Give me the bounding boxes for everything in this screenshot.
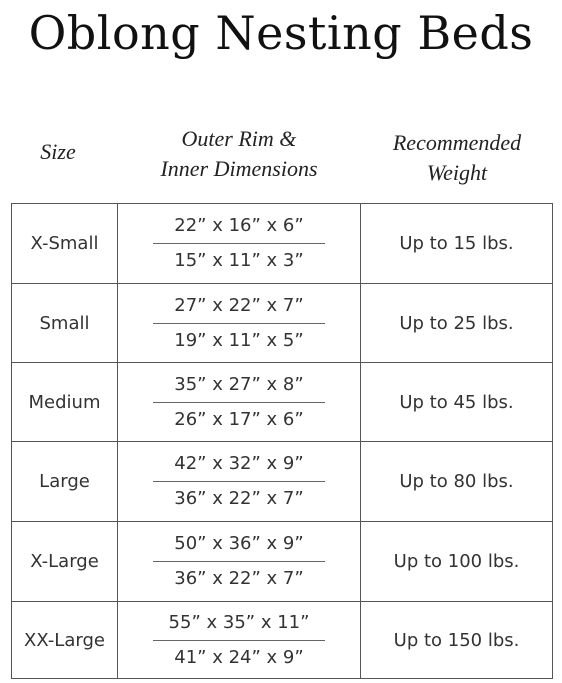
dimensions-cell bbox=[117, 363, 361, 441]
dimensions-cell bbox=[117, 204, 361, 283]
outer-rim-dimensions: 35” x 27” x 8” bbox=[174, 373, 304, 395]
weight-cell: Up to 25 lbs. bbox=[399, 312, 514, 334]
inner-dimensions: 36” x 22” x 7” bbox=[174, 568, 304, 589]
column-header-weight bbox=[361, 128, 553, 188]
outer-rim-dimensions: 27” x 22” x 7” bbox=[174, 294, 304, 316]
size-cell: XX-Large bbox=[24, 629, 105, 651]
column-header-dimensions-line1: Outer Rim & bbox=[181, 126, 297, 151]
table-row bbox=[12, 204, 552, 284]
weight-cell: Up to 15 lbs. bbox=[399, 233, 514, 254]
inner-dimensions: 19” x 11” x 5” bbox=[174, 329, 304, 351]
outer-rim-dimensions: 55” x 35” x 11” bbox=[168, 611, 310, 633]
size-cell: Small bbox=[39, 312, 90, 334]
dimensions-cell bbox=[117, 284, 361, 362]
column-header-size-label: Size bbox=[40, 139, 76, 164]
weight-cell: Up to 100 lbs. bbox=[393, 551, 520, 572]
size-cell: Large bbox=[39, 471, 90, 492]
table-row bbox=[12, 522, 552, 602]
size-cell: X-Small bbox=[30, 233, 99, 254]
column-header-dimensions bbox=[117, 124, 361, 184]
column-header-size bbox=[12, 137, 104, 167]
inner-dimensions: 41” x 24” x 9” bbox=[174, 646, 304, 668]
table-row bbox=[12, 284, 552, 363]
table-row bbox=[12, 363, 552, 442]
weight-cell: Up to 45 lbs. bbox=[399, 391, 514, 413]
inner-dimensions: 15” x 11” x 3” bbox=[174, 250, 304, 271]
dimensions-cell bbox=[117, 602, 361, 678]
table-row bbox=[12, 602, 552, 678]
page-title: Oblong Nesting Beds bbox=[28, 6, 534, 60]
outer-rim-dimensions: 22” x 16” x 6” bbox=[174, 215, 304, 236]
size-cell: X-Large bbox=[30, 551, 99, 572]
outer-rim-dimensions: 42” x 32” x 9” bbox=[174, 453, 304, 474]
column-header-weight-line2: Weight bbox=[426, 160, 488, 185]
column-header-weight-line1: Recommended bbox=[392, 130, 522, 155]
weight-cell: Up to 80 lbs. bbox=[399, 471, 514, 492]
size-cell: Medium bbox=[28, 391, 101, 413]
inner-dimensions: 26” x 17” x 6” bbox=[174, 408, 304, 430]
inner-dimensions: 36” x 22” x 7” bbox=[174, 488, 304, 509]
outer-rim-dimensions: 50” x 36” x 9” bbox=[174, 533, 304, 554]
dimensions-cell bbox=[117, 522, 361, 601]
dimensions-cell bbox=[117, 442, 361, 521]
size-chart-table bbox=[11, 203, 553, 679]
weight-cell: Up to 150 lbs. bbox=[393, 629, 520, 651]
column-header-dimensions-line2: Inner Dimensions bbox=[160, 156, 318, 181]
table-row bbox=[12, 442, 552, 522]
